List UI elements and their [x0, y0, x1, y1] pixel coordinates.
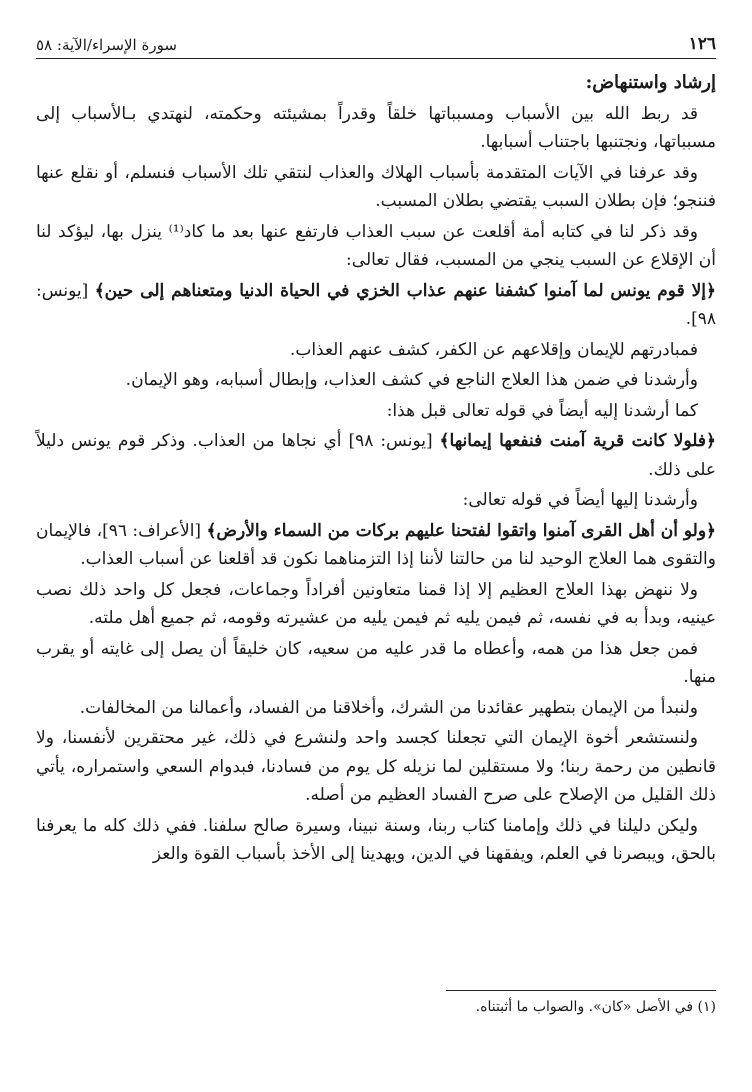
verse-text: ﴿فلولا كانت قرية آمنت فنفعها إيمانها﴾: [439, 431, 716, 451]
section-title: إرشاد واستنهاض:: [585, 72, 716, 93]
verse-reference: [يونس: ٩٨].: [36, 280, 716, 329]
paragraph: ولنستشعر أخوة الإيمان التي تجعلنا كجسد واحد ولنشرع في ذلك، غير محتقرين لأنفسنا، ولا قانطين من رحمة ربنا؛ ولا مستقلين لما نزيله كل يوم من فسادنا، فبدوام السعي واستمراره، يأتي ذلك القليل من الإصلاح على صرح الفساد العظيم من أصله.: [36, 728, 716, 805]
paragraph: ولنبدأ من الإيمان بتطهير عقائدنا من الشرك، وأخلاقنا من الفساد، وأعمالنا من المخالفات.: [79, 697, 698, 718]
surah-reference: سورة الإسراء/الآية: ٥٨: [36, 36, 177, 54]
page-number: ١٢٦: [688, 34, 716, 54]
paragraph: فمن جعل هذا من همه، وأعطاه ما قدر عليه من سعيه، كان خليقاً أن يصل إلى غايته أو يقرب منها.: [36, 638, 716, 687]
paragraph: وأرشدنا في ضمن هذا العلاج الناجع في كشف العذاب، وإبطال أسبابه، وهو الإيمان.: [125, 370, 698, 390]
verse-quote: [36, 517, 716, 574]
footnote: (١) في الأصل «كان». والصواب ما أثبتناه.: [475, 999, 716, 1015]
footnote-divider: [446, 990, 716, 991]
paragraph: وليكن دليلنا في ذلك وإمامنا كتاب ربنا، وسنة نبينا، وسيرة صالح سلفنا. ففي ذلك كله ما يعرفنا بالحق، ويبصرنا في العلم، ويفقهنا في الدين، ويهدينا إلى الأخذ بأسباب القوة والعز: [36, 815, 716, 864]
running-header: [36, 28, 716, 59]
verse-commentary: [يونس: ٩٨] أي نجاها من العذاب. وذكر قوم يونس دليلاً على ذلك.: [36, 431, 716, 480]
verse-quote: [36, 427, 716, 484]
paragraph: قد ربط الله بين الأسباب ومسبباتها خلقاً وقدراً بمشيئته وحكمته، لنهتدي بـالأسباب إلى مسبباتها، ونجتنبها باجتناب أسبابها.: [36, 103, 716, 152]
verse-quote: [36, 277, 716, 334]
paragraph: ولا ننهض بهذا العلاج العظيم إلا إذا قمنا متعاونين أفراداً وجماعات، فجعل كل واحد ذلك نصب عينيه، وبدأ به في نفسه، ثم فيمن يليه ثم فيمن يليه من عشيرته وقومه، ثم جميع أهل ملته.: [36, 579, 716, 628]
paragraph: كما أرشدنا إليه أيضاً في قوله تعالى قبل هذا:: [386, 400, 698, 421]
verse-commentary: [الأعراف: ٩٦]، فالإيمان والتقوى هما العلاج الوحيد لنا من حالتنا لأننا إذا التزمناهما نكون قد أقلعنا عن أسباب العذاب.: [35, 520, 716, 569]
page: [36, 28, 716, 1068]
paragraph: وقد ذكر لنا في كتابه أمة أقلعت عن سبب العذاب فارتفع عنها بعد ما كاد⁽¹⁾ ينزل بها، ليؤكد لنا أن الإقلاع عن السبب ينجي من المسبب، فقال تعالى:: [36, 221, 716, 270]
body-text: [36, 69, 716, 869]
verse-text: ﴿إلا قوم يونس لما آمنوا كشفنا عنهم عذاب الخزي في الحياة الدنيا ومتعناهم إلى حين﴾: [94, 280, 716, 301]
paragraph: فمبادرتهم للإيمان وإقلاعهم عن الكفر، كشف عنهم العذاب.: [289, 339, 698, 360]
verse-text: ﴿ولو أن أهل القرى آمنوا واتقوا لفتحنا عليهم بركات من السماء والأرض﴾: [206, 520, 716, 541]
paragraph: وقد عرفنا في الآيات المتقدمة بأسباب الهلاك والعذاب لنتقي تلك الأسباب فنسلم، أو نقلع عنها فننجو؛ فإن بطلان السبب يقتضي بطلان المسبب.: [36, 162, 716, 211]
paragraph: وأرشدنا إليها أيضاً في قوله تعالى:: [462, 490, 698, 510]
